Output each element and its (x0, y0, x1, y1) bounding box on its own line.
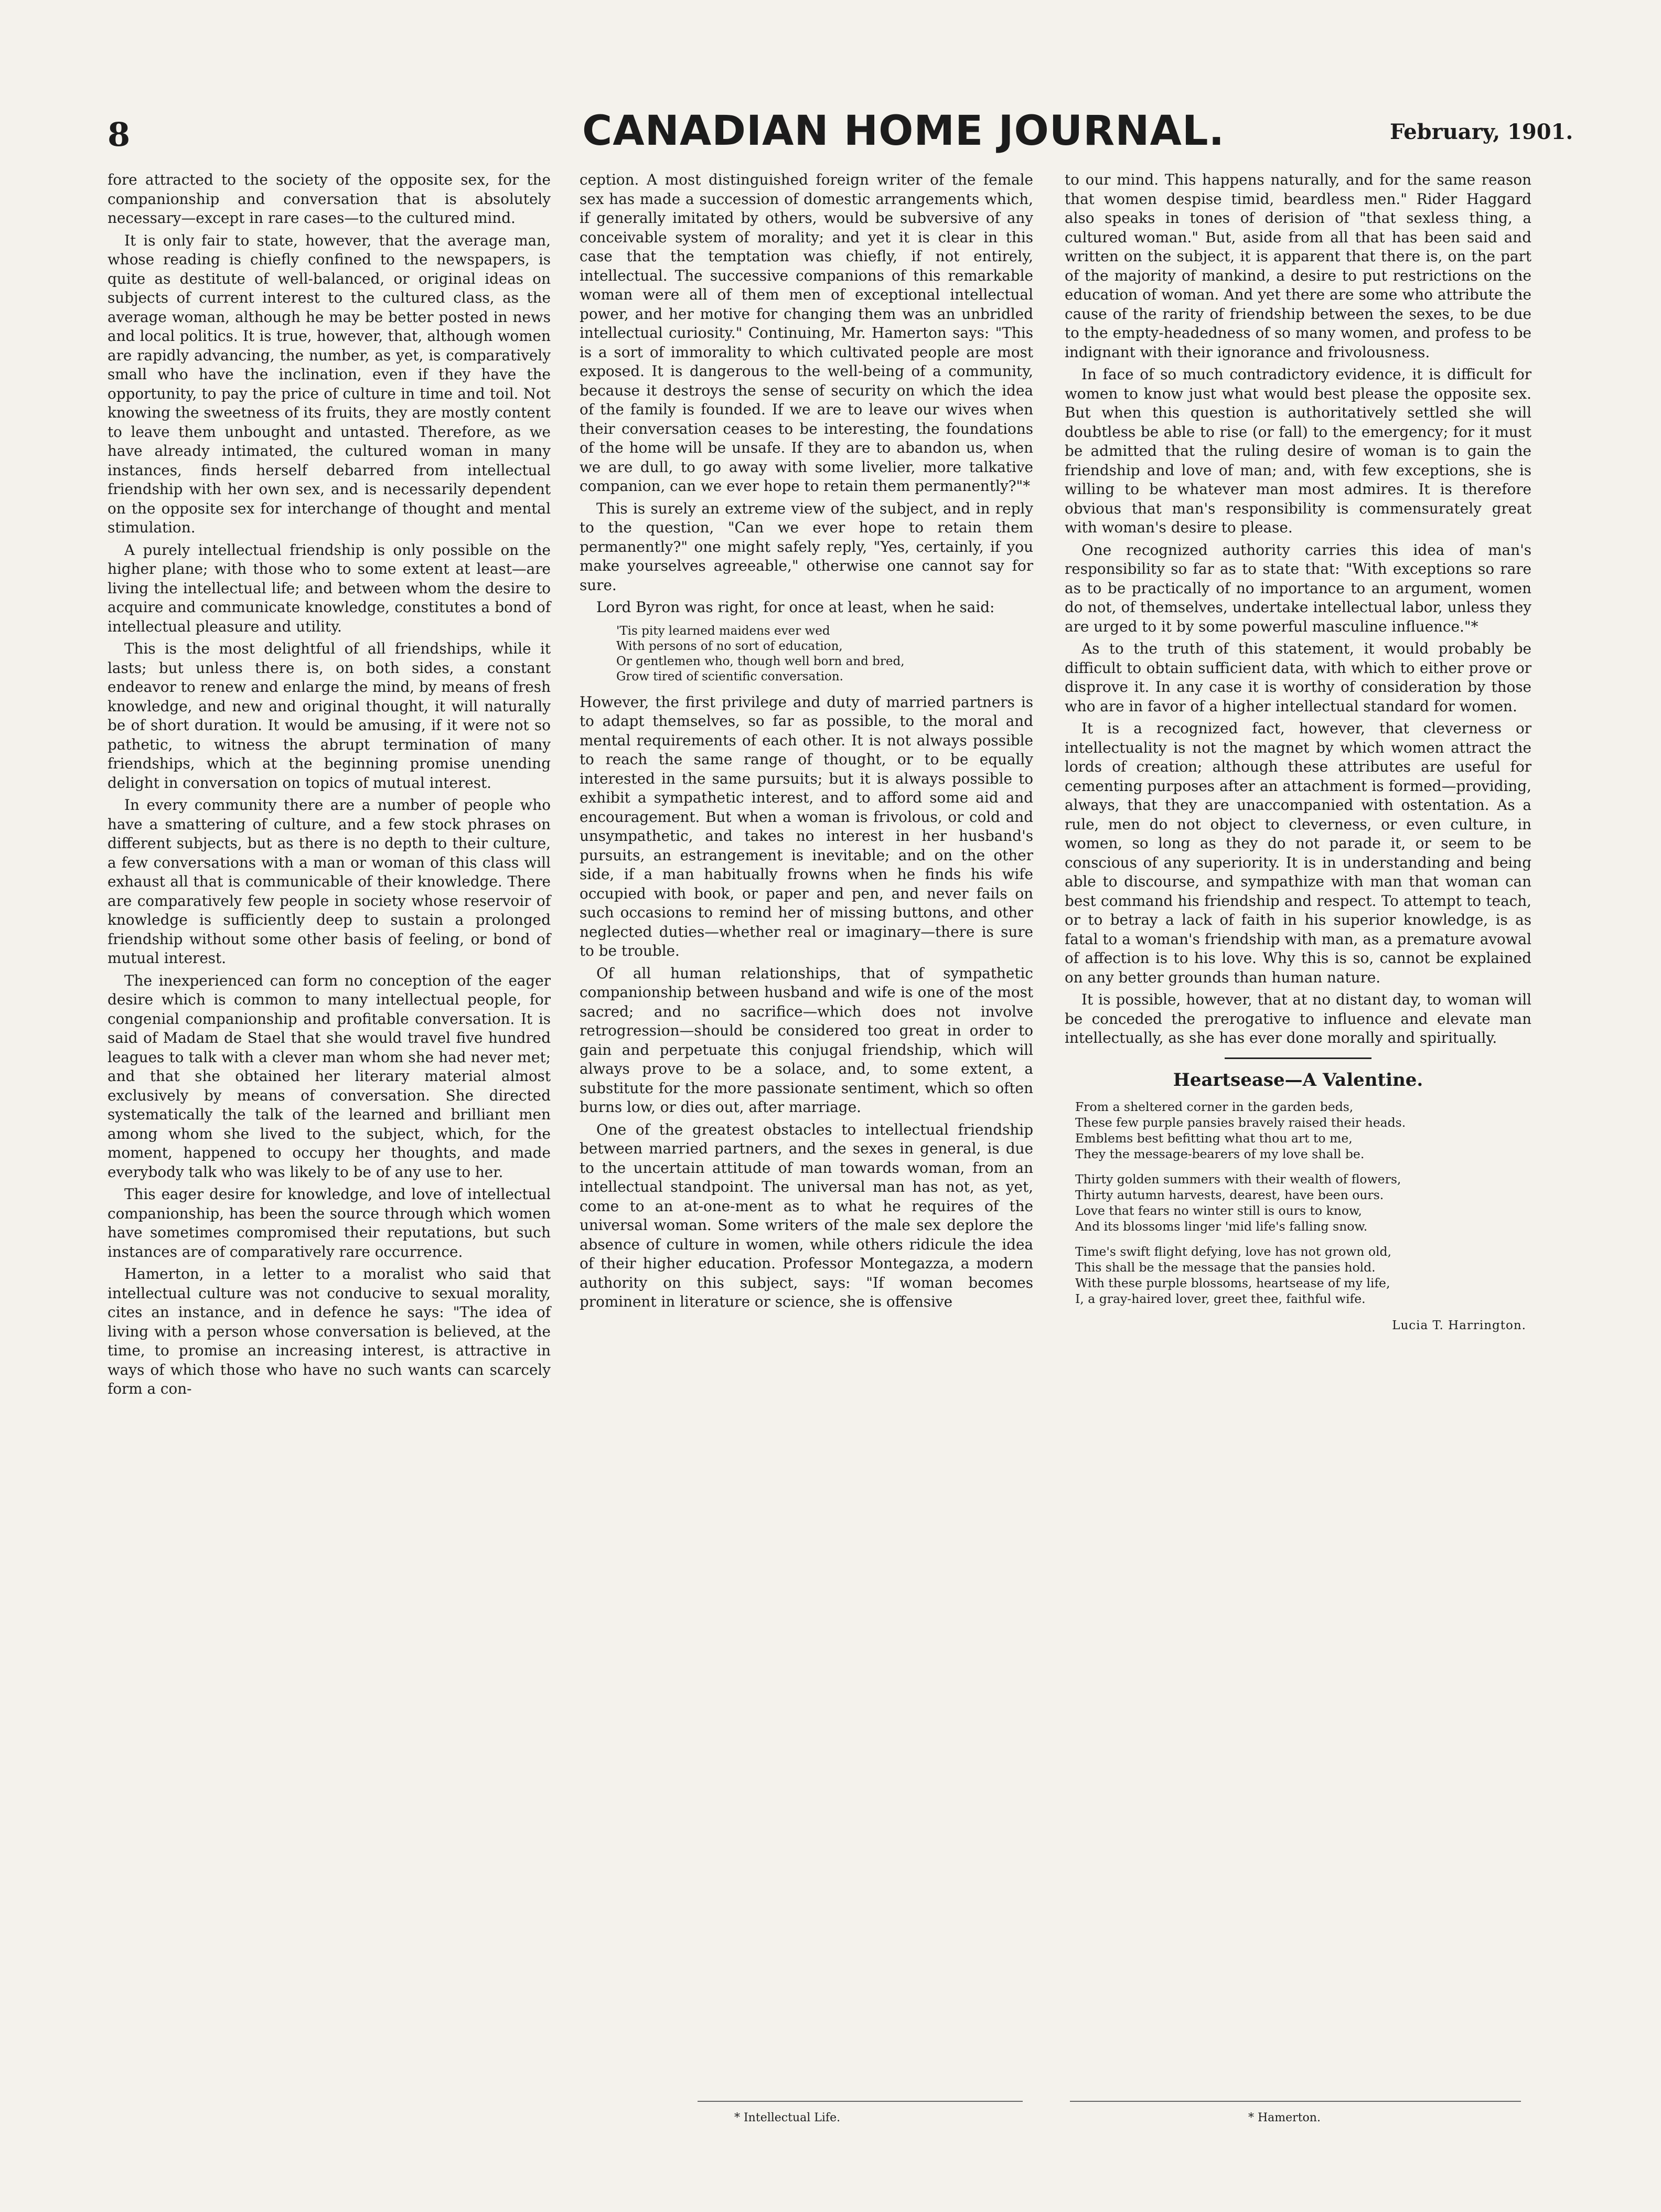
paragraph: It is a recognized fact, however, that cleverness or intellectuality is not the magnet by which women attract the lords of creation; although these attributes are useful for cementing purposes after an attachment is formed—providing, always, that they are unaccompanied with ostentation. As a rule, men do not object to cleverness, or even culture, in women, so long as they do not parade it, or seem to be conscious of any superiority. It is in understanding and being able to discourse, and sympathize with man that woman can best command his friendship and respect. To attempt to teach, or to betray a lack of faith in his superior knowledge, is as fatal to a woman's friendship with man, as a premature avowal of affection is to his love. Why this is so, cannot be explained on any better grounds than human nature. (1065, 720, 1531, 986)
poem-line: These few purple pansies bravely raised their heads. (1075, 1115, 1406, 1130)
poem-title: Heartsease—A Valentine. (1173, 1069, 1423, 1091)
paragraph: Of all human relationships, that of sympathetic companionship between husband and wife is one of the most sacred; and no sacrifice—which does not involve retrogression—should be considered too great in order to gain and perpetuate this conjugal friendship, which will always prove to be a solace, and, to some extent, a substitute for the more passionate sentiment, which so often burns low, or dies out, after marriage. (580, 964, 1033, 1116)
paragraph: This is the most delightful of all friendships, while it lasts; but unless there is, on both sides, a constant endeavor to renew and enlarge the mind, by means of fresh knowledge, and new and original thought, it will naturally be of short duration. It would be amusing, if it were not so pathetic, to witness the abrupt termination of many friendships, which at the beginning promise unending delight in conversation on topics of mutual interest. (108, 640, 551, 792)
poem-line: From a sheltered corner in the garden beds, (1075, 1099, 1354, 1114)
poem-line: Time's swift flight defying, love has not grown old, (1075, 1244, 1392, 1259)
paragraph: This eager desire for knowledge, and love of intellectual companionship, has been the source through which women have sometimes compromised their reputations, but such instances are of comparatively rare occurrence. (108, 1185, 551, 1260)
paragraph: One of the greatest obstacles to intellectual friendship between married partners, and the sexes in general, is due to the uncertain attitude of man towards woman, from an intellectual standpoint. The universal man has not, as yet, come to an at-one-ment as to what he requires of the universal woman. Some writers of the male sex deplore the absence of culture in women, while others ridicule the idea of their higher education. Professor Montegazza, a modern authority on this subject, says: "If woman becomes prominent in literature or science, she is offensive (580, 1120, 1033, 1310)
paragraph: However, the first privilege and duty of married partners is to adapt themselves, so far as possible, to the moral and mental requirements of each other. It is not always possible to reach the same range of thought, or to be equally interested in the same pursuits; but it is always possible to exhibit a sympathetic interest, and to afford some aid and encouragement. But when a woman is frivolous, or cold and unsympathetic, and takes no interest in her husband's pursuits, an estrangement is inevitable; and on the other side, if a man habitually frowns when he finds his wife occupied with book, or paper and pen, and never fails on such occasions to remind her of missing buttons, and other neglected duties—whether real or imaginary—there is sure to be trouble. (580, 693, 1033, 959)
paragraph: One recognized authority carries this idea of man's responsibility so far as to state that: "With exceptions so rare as to be practically of no importance to an argument, women do not, of themselves, undertake intellectual labor, unless they are urged to it by some powerful masculine influence."* (1065, 541, 1531, 635)
paragraph: Hamerton, in a letter to a moralist who said that intellectual culture was not conducive to sexual morality, cites an instance, and in defence he says: "The idea of living with a person whose conversation is believed, at the time, to promise an increasing interest, is attractive in ways of which those who have no such wants can scarcely form a con- (108, 1265, 551, 1397)
paragraph: ception. A most distinguished foreign writer of the female sex has made a succession of domestic arrangements which, if generally imitated by others, would be subversive of any conceivable system of morality; and yet it is clear in this case that the temptation was chiefly, if not entirely, intellectual. The successive companions of this remarkable woman were all of them men of exceptional intellectual power, and her motive for changing them was an unbridled intellectual curiosity." Continuing, Mr. Hamerton says: "This is a sort of immorality to which cultivated people are most exposed. It is dangerous to the well-being of a community, because it destroys the sense of security on which the idea of the family is founded. If we are to leave our wives when their conversation ceases to be interesting, the foundations of the home will be unsafe. If they are to abandon us, when we are dull, to go away with some livelier, more talkative companion, can we ever hope to retain them permanently?"* (580, 171, 1033, 495)
poem-line: They the message-bearers of my love shall be. (1075, 1147, 1365, 1161)
verse-line: 'Tis pity learned maidens ever wed (616, 624, 830, 638)
column-3 (1065, 170, 1531, 1335)
footnote-rule (698, 2101, 1023, 2102)
paragraph: fore attracted to the society of the opposite sex, for the companionship and conversation that is absolutely necessary—except in rare cases—to the cultured mind. (108, 171, 551, 227)
poem-line: This shall be the message that the pansies hold. (1075, 1260, 1376, 1275)
paragraph: Lord Byron was right, for once at least, when he said: (596, 599, 995, 616)
paragraph: In every community there are a number of people who have a smattering of culture, and a few stock phrases on different subjects, but as there is no depth to their culture, a few conversations with a man or woman of this class will exhaust all that is communicable of their knowledge. There are comparatively few people in society whose reservoir of knowledge is sufficiently deep to sustain a prolonged friendship without some other basis of feeling, or bond of mutual interest. (108, 796, 551, 967)
paragraph: The inexperienced can form no conception of the eager desire which is common to many intellectual people, for congenial companionship and profitable conversation. It is said of Madam de Stael that she would travel five hundred leagues to talk with a clever man whom she had never met; and that she obtained her literary material almost exclusively by means of conversation. She directed systematically the talk of the learned and brilliant men among whom she lived to the subject, which, for the moment, happened to occupy her thoughts, and made everybody talk who was likely to be of any use to her. (108, 971, 551, 1181)
poem-line: Thirty autumn harvests, dearest, have been ours. (1075, 1188, 1384, 1202)
poem-line: And its blossoms linger 'mid life's falling snow. (1075, 1219, 1368, 1234)
footnote-intellectual-life: * Intellectual Life. (734, 2111, 841, 2124)
verse-line: With persons of no sort of education, (616, 639, 843, 653)
column-2 (580, 170, 1033, 1315)
poem-stanza (1075, 1099, 1531, 1162)
poem-line: Emblems best befitting what thou art to me, (1075, 1131, 1353, 1146)
poem-stanza (1075, 1171, 1531, 1234)
paragraph: to our mind. This happens naturally, and for the same reason that women despise timid, beardless men." Rider Haggard also speaks in tones of derision of "that sexless thing, a cultured woman." But, aside from all that has been said and written on the subject, it is apparent that there is, on the part of the majority of mankind, a desire to put restrictions on the education of woman. And yet there are some who attribute the cause of the rarity of friendship between the sexes, to be due to the empty-headedness of so many women, and profess to be indignant with their ignorance and frivolousness. (1065, 171, 1531, 361)
paragraph: As to the truth of this statement, it would probably be difficult to obtain sufficient data, with which to either prove or disprove it. In any case it is worthy of consideration by those who are in favor of a higher intellectual standard for women. (1065, 640, 1531, 715)
footnote-hamerton: * Hamerton. (1248, 2111, 1321, 2124)
paragraph: It is only fair to state, however, that the average man, whose reading is chiefly confined to the newspapers, is quite as destitute of well-balanced, or original ideas on subjects of current interest to the cultured class, as the average woman, although he may be better posted in news and local politics. It is true, however, that, although women are rapidly advancing, the number, as yet, is comparatively small who have the inclination, even if they have the opportunity, to pay the price of culture in time and toil. Not knowing the sweetness of its fruits, they are mostly content to leave them unbought and untasted. Therefore, as we have already intimated, the cultured woman in many instances, finds herself debarred from intellectual friendship with her own sex, and is necessarily dependent on the opposite sex for interchange of thought and mental stimulation. (108, 231, 551, 536)
poem-stanza (1075, 1244, 1531, 1307)
paragraph: It is possible, however, that at no distant day, to woman will be conceded the prerogative to influence and elevate man intellectually, as she has ever done morally and spiritually. (1065, 991, 1531, 1046)
poem-line: With these purple blossoms, heartsease of my life, (1075, 1276, 1390, 1290)
paragraph: This is surely an extreme view of the subject, and in reply to the question, "Can we ever hope to retain them permanently?" one might safely reply, "Yes, certainly, if you make yourselves agreeable," otherwise one cannot say for sure. (580, 499, 1033, 594)
verse-line: Or gentlemen who, though well born and bred, (616, 654, 905, 668)
poem-author: Lucia T. Harrington. (1392, 1319, 1526, 1332)
page-header (0, 0, 1661, 173)
byron-verse (616, 624, 1033, 685)
issue-date: February, 1901. (1390, 120, 1573, 144)
poem-divider (1225, 1057, 1371, 1059)
column-1 (108, 170, 551, 1402)
masthead-title: CANADIAN HOME JOURNAL. (582, 108, 1225, 155)
paragraph: A purely intellectual friendship is only possible on the higher plane; with those who to some extent at least—are living the intellectual life; and between whom the desire to acquire and communicate knowledge, constitutes a bond of intellectual pleasure and utility. (108, 541, 551, 635)
page-number: 8 (108, 115, 131, 154)
footnote-rule (1070, 2101, 1521, 2102)
poem-line: I, a gray-haired lover, greet thee, faithful wife. (1075, 1291, 1366, 1306)
poem-line: Love that fears no winter still is ours to know, (1075, 1203, 1362, 1218)
poem-line: Thirty golden summers with their wealth of flowers, (1075, 1172, 1401, 1187)
paragraph: In face of so much contradictory evidence, it is difficult for women to know just what would best please the opposite sex. But when this question is authoritatively settled she will doubtless be able to rise (or fall) to the emergency; for it must be admitted that the ruling desire of woman is to gain the friendship and love of man; and, with few exceptions, she is willing to be whatever man most admires. It is therefore obvious that man's responsibility is commensurately great with woman's desire to please. (1065, 366, 1531, 536)
verse-line: Grow tired of scientific conversation. (616, 669, 843, 683)
